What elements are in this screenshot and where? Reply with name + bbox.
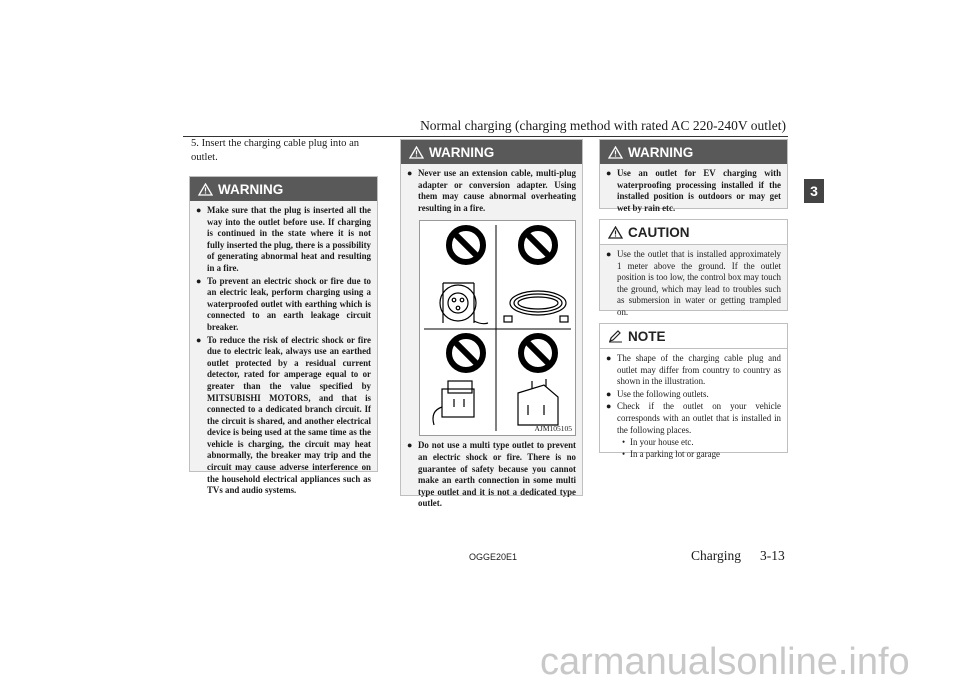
caution-label: CAUTION <box>628 224 690 240</box>
header-title: Normal charging (charging method with rated AC 220-240V outlet) <box>420 118 786 133</box>
warning-icon <box>409 146 424 159</box>
warning-item: ● To reduce the risk of electric shock or fire due to electric leak, always use an earthed outlet protected by a residual current detector, rated for amperage equal to or greater than the value specified by MITSUBISHI MOTORS, and that is connected to a dedicated branch circuit. If the circuit is shared, and another electrical device is being used at the same time as the vehicle is charging, the circuit may heat abnormally, the breaker may trip and the circuit may cause adverse interference on the household electrical appliances such as TVs and audio systems. <box>196 334 371 496</box>
prohibited-adapters-figure <box>419 220 576 436</box>
note-item: ● Check if the outlet on your vehicle corresponds with an outlet that is installed in the following places. <box>606 401 781 435</box>
note-label: NOTE <box>628 328 666 344</box>
bullet-icon: ● <box>407 440 413 451</box>
warning-item: ● Use an outlet for EV charging with waterproofing processing installed if the installed position is outdoors or may get wet by rain etc. <box>606 168 781 213</box>
bullet-icon: ● <box>606 388 612 399</box>
note-item: ● The shape of the charging cable plug and outlet may differ from country to country as shown in the illustration. <box>606 353 781 387</box>
caution-box <box>599 219 788 317</box>
warning-icon <box>608 146 623 159</box>
note-box <box>599 323 788 459</box>
cable-reel-drawing <box>440 283 488 324</box>
footer-section: Charging <box>691 548 741 563</box>
warning-box-3 <box>599 139 788 213</box>
warning-item: ● Make sure that the plug is inserted all the way into the outlet before use. If charging is continued in the state where it is not fully inserted the plug, there is a possibility of generating abnormal heat and resulting in a fire. <box>196 205 371 273</box>
prohibition-icon <box>449 336 483 370</box>
warning-item: ● To prevent an electric shock or fire due to an electric leak, perform charging using a waterproofed outlet with earthing which is connected to an earth leakage circuit breaker. <box>196 275 371 332</box>
step-5: 5. Insert the charging cable plug into an outlet. <box>191 138 360 163</box>
bullet-icon: ● <box>606 353 612 363</box>
chapter-tab[interactable]: 3 <box>804 179 824 203</box>
warning-icon <box>198 183 213 196</box>
bullet-icon: ● <box>196 334 202 345</box>
bullet-icon: ● <box>196 275 202 286</box>
multi-plug-drawing <box>433 381 474 425</box>
note-header <box>600 324 787 349</box>
warning-item: ● Do not use a multi type outlet to prevent an electric shock or fire. There is no guarantee of safety because you cannot make an earth connection in some multi type outlet and it is not a dedicated type outlet. <box>407 440 576 509</box>
bullet-icon: ● <box>407 168 413 178</box>
prohibited-adapters-illustration <box>420 221 575 435</box>
bullet-icon: ● <box>606 168 612 178</box>
extension-cable-drawing <box>504 291 568 322</box>
warning-header <box>190 177 377 201</box>
warning-box-2 <box>400 139 583 509</box>
figure-code: AJM105105 <box>534 424 572 434</box>
warning-label: WARNING <box>628 144 694 160</box>
note-subitem: • In a parking lot or garage <box>622 448 720 459</box>
conversion-adapter-drawing <box>518 379 558 425</box>
warning-header <box>600 140 787 164</box>
prohibition-icon <box>521 336 555 370</box>
warning-item: ● Never use an extension cable, multi-plug adapter or conversion adapter. Using them may cause abnormal overheating resulting in a fire. <box>407 168 576 213</box>
note-subitem: • In your house etc. <box>622 437 694 448</box>
warning-box-1 <box>189 176 378 496</box>
prohibition-icon <box>521 228 555 262</box>
caution-icon <box>608 226 623 239</box>
warning-label: WARNING <box>429 144 495 160</box>
caution-header <box>600 220 787 245</box>
warning-header <box>401 140 582 164</box>
prohibition-icon <box>449 228 483 262</box>
pencil-icon <box>608 330 623 343</box>
bullet-icon: ● <box>196 205 202 215</box>
warning-label: WARNING <box>218 181 284 197</box>
bullet-icon: ● <box>606 249 612 259</box>
watermark: carmanualsonline.info <box>540 641 910 683</box>
footer-code: OGGE20E1 <box>469 552 518 562</box>
bullet-icon: ● <box>606 401 612 412</box>
footer-page-number: 3-13 <box>760 548 785 563</box>
caution-item: ● Use the outlet that is installed approximately 1 meter above the ground. If the outlet position is too low, the control box may touch the ground, which may lead to troubles such as submersion in water or getting trampled on. <box>606 249 781 317</box>
note-item: ● Use the following outlets. <box>606 388 709 399</box>
